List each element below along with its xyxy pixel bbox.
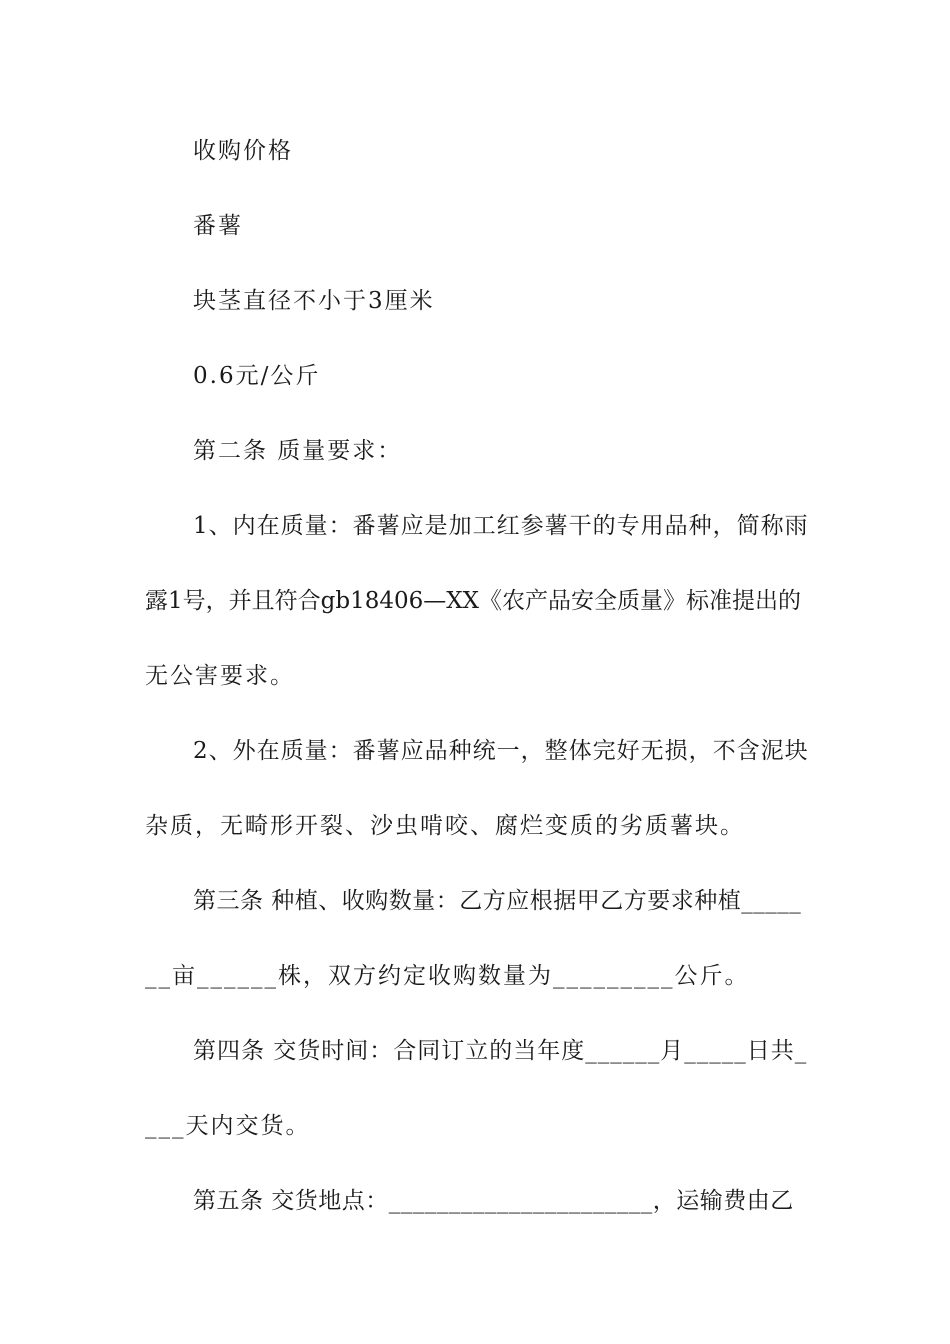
text-line-price: 0.6元/公斤 xyxy=(193,363,321,389)
paragraph-line: 无公害要求。 xyxy=(145,663,295,689)
text-line-spec: 块茎直径不小于3厘米 xyxy=(193,288,435,314)
paragraph-line: 杂质，无畸形开裂、沙虫啃咬、腐烂变质的劣质薯块。 xyxy=(145,813,745,839)
paragraph-line: 2、外在质量：番薯应品种统一，整体完好无损，不含泥块 xyxy=(193,738,809,764)
paragraph-line: 露1号，并且符合gb18406—XX《农产品安全质量》标准提出的 xyxy=(145,588,801,614)
paragraph-line: 1、内在质量：番薯应是加工红参薯干的专用品种，简称雨 xyxy=(193,513,809,539)
text-line-price-heading: 收购价格 xyxy=(193,138,293,164)
article-3-line: __亩______株，双方约定收购数量为_________公斤。 xyxy=(145,963,750,989)
text-line-product: 番薯 xyxy=(193,213,243,239)
article-2-heading: 第二条 质量要求： xyxy=(193,438,403,464)
article-5-line: 第五条 交货地点：______________________，运输费由乙 xyxy=(193,1188,794,1214)
article-3-line: 第三条 种植、收购数量：乙方应根据甲乙方要求种植_____ xyxy=(193,888,802,914)
article-4-line: 第四条 交货时间：合同订立的当年度______月_____日共_ xyxy=(193,1038,808,1064)
article-4-line: ___天内交货。 xyxy=(145,1113,311,1139)
